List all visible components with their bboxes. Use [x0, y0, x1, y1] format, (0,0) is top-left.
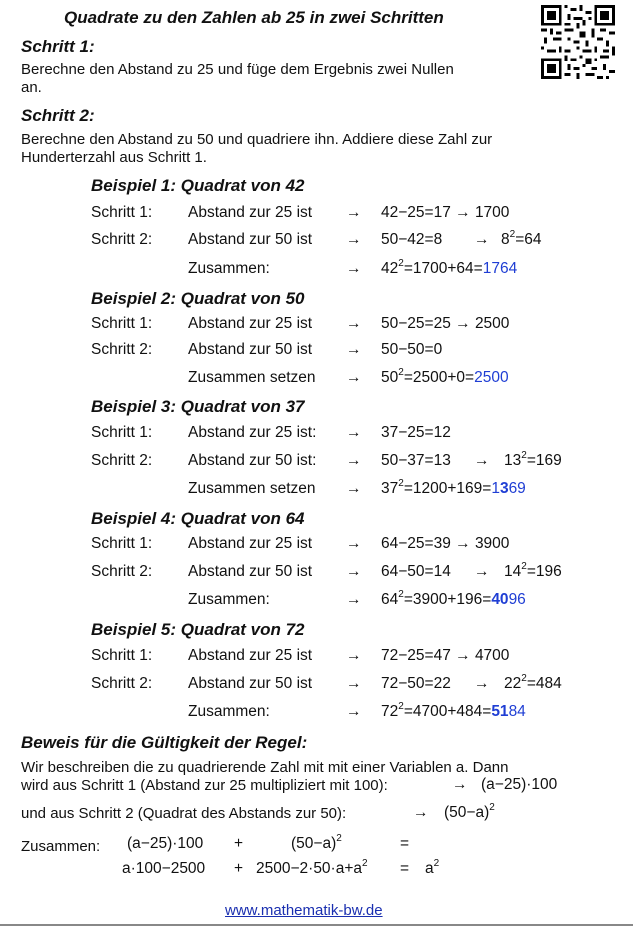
row-result: $37^2=1200+169=1369$	[381, 478, 526, 497]
row-label: Schritt 1:	[91, 315, 153, 332]
row-description: Zusammen:	[188, 260, 270, 277]
row-description: Abstand zur 50 ist	[188, 675, 313, 692]
row-calculation: 37−25=12	[381, 424, 451, 441]
row-calculation: 72−50=22	[381, 675, 451, 692]
exponent: 2	[521, 450, 527, 461]
arrow-icon: →	[452, 776, 468, 793]
row-description: Abstand zur 25 ist	[188, 647, 313, 664]
row-description: Zusammen:	[188, 703, 270, 720]
arrow-icon: →	[346, 480, 362, 497]
page-title: Quadrate zu den Zahlen ab 25 in zwei Schritten	[64, 8, 444, 27]
square-base: 22	[504, 675, 522, 692]
example-heading: Beispiel 2: Quadrat von 50	[91, 289, 305, 308]
example-row	[0, 591, 633, 613]
row-square	[504, 452, 562, 470]
arrow-icon: →	[346, 452, 362, 469]
proof-formula-step2: $(50-a)^2$	[444, 802, 495, 821]
row-label: Schritt 1:	[91, 647, 153, 664]
step1-heading: Schritt 1:	[21, 37, 95, 56]
row-result: $64^2=3900+196=4096$	[381, 589, 526, 608]
row-calculation: 72−25=47 → 4700	[381, 647, 510, 664]
example-row	[0, 563, 633, 585]
arrow-icon: →	[346, 703, 362, 720]
arrow-icon: →	[346, 424, 362, 441]
example-heading: Beispiel 1: Quadrat von 42	[91, 176, 305, 195]
step2-text-line2: Hunderterzahl aus Schritt 1.	[21, 149, 207, 166]
exponent: 2	[509, 229, 516, 240]
row-square	[504, 675, 562, 693]
row-result: $72^2=4700+484=5184$	[381, 701, 526, 720]
row-description: Abstand zur 25 ist	[188, 535, 313, 552]
arrow-icon: →	[346, 675, 362, 692]
arrow-icon: →	[474, 563, 490, 580]
example-row	[0, 424, 633, 446]
arrow-icon: →	[346, 563, 362, 580]
result-value: 1764	[482, 260, 518, 277]
exponent: 2	[521, 673, 527, 684]
row-result: $50^2=2500+0=2500$	[381, 367, 509, 386]
row-label: Schritt 1:	[91, 424, 153, 441]
plus-sign: +	[234, 860, 244, 877]
equals-sign: =	[400, 835, 410, 852]
row-description: Abstand zur 50 ist:	[188, 452, 317, 469]
row-label: Schritt 1:	[91, 204, 153, 221]
result-value: 2500	[474, 369, 509, 386]
arrow-icon: →	[474, 231, 490, 248]
example-row	[0, 452, 633, 474]
arrow-icon: →	[346, 260, 362, 277]
row-calculation: 50−37=13	[381, 452, 451, 469]
arrow-icon: →	[346, 591, 362, 608]
proof-term: a·100−2500	[122, 860, 206, 877]
arrow-icon: →	[346, 204, 362, 221]
proof-term: $a^2$	[425, 858, 440, 877]
row-label: Schritt 2:	[91, 675, 153, 692]
row-calculation: 42−25=17 → 1700	[381, 204, 510, 221]
example-row	[0, 480, 633, 502]
row-description: Zusammen:	[188, 591, 270, 608]
square-base: 8	[501, 231, 510, 248]
row-label: Schritt 2:	[91, 341, 153, 358]
proof-text-line2: wird aus Schritt 1 (Abstand zur 25 multipliziert mit 100):	[21, 777, 388, 794]
result-value: 1	[491, 480, 500, 497]
row-description: Abstand zur 25 ist	[188, 204, 313, 221]
row-label: Schritt 2:	[91, 563, 153, 580]
arrow-icon: →	[474, 452, 490, 469]
proof-zusammen-label: Zusammen:	[21, 838, 101, 855]
plus-sign: +	[234, 835, 244, 852]
example-row	[0, 535, 633, 557]
arrow-icon: →	[346, 535, 362, 552]
row-label: Schritt 2:	[91, 231, 153, 248]
row-description: Abstand zur 25 ist:	[188, 424, 317, 441]
square-result: =169	[526, 452, 562, 469]
arrow-icon: →	[474, 675, 490, 692]
example-row	[0, 315, 633, 337]
exponent: 2	[521, 561, 527, 572]
proof-heading: Beweis für die Gültigkeit der Regel:	[21, 733, 308, 752]
proof-formula-step1: (a−25)·100	[481, 776, 558, 793]
website-link[interactable]: www.mathematik-bw.de	[225, 902, 383, 919]
step1-text-line2: an.	[21, 79, 42, 96]
row-label: Schritt 1:	[91, 535, 153, 552]
row-calculation: 64−25=39 → 3900	[381, 535, 510, 552]
row-description: Abstand zur 50 ist	[188, 231, 313, 248]
square-base: 14	[504, 563, 522, 580]
example-heading: Beispiel 4: Quadrat von 64	[91, 509, 305, 528]
square-result: =196	[526, 563, 562, 580]
arrow-icon: →	[346, 341, 362, 358]
row-square	[501, 231, 541, 249]
row-calculation: 50−42=8	[381, 231, 443, 248]
proof-text-line1: Wir beschreiben die zu quadrierende Zahl mit mit einer Variablen a. Dann	[21, 759, 509, 776]
example-row	[0, 647, 633, 669]
proof-term: $(50-a)^2$	[291, 833, 342, 852]
step2-heading: Schritt 2:	[21, 106, 95, 125]
row-description: Abstand zur 50 ist	[188, 563, 313, 580]
proof-term: $2500-2\cdot 50\cdot a+a^2$	[256, 858, 368, 877]
bottom-divider	[0, 924, 633, 926]
row-calculation: 50−25=25 → 2500	[381, 315, 510, 332]
arrow-icon: →	[413, 804, 429, 821]
example-row	[0, 341, 633, 363]
row-description: Abstand zur 50 ist	[188, 341, 313, 358]
arrow-icon: →	[346, 231, 362, 248]
arrow-icon: →	[346, 369, 362, 386]
example-row	[0, 231, 633, 253]
example-row	[0, 204, 633, 226]
row-result: $42^2=1700+64=1764$	[381, 258, 518, 277]
arrow-icon: →	[346, 647, 362, 664]
row-description: Zusammen setzen	[188, 369, 316, 386]
example-row	[0, 369, 633, 391]
qr-code	[541, 5, 615, 79]
row-label: Schritt 2:	[91, 452, 153, 469]
example-row	[0, 675, 633, 697]
example-heading: Beispiel 3: Quadrat von 37	[91, 397, 305, 416]
step1-text-line1: Berechne den Abstand zu 25 und füge dem Ergebnis zwei Nullen	[21, 61, 454, 78]
step2-text-line1: Berechne den Abstand zu 50 und quadriere ihn. Addiere diese Zahl zur	[21, 131, 493, 148]
row-calculation: 64−50=14	[381, 563, 451, 580]
example-heading: Beispiel 5: Quadrat von 72	[91, 620, 305, 639]
row-description: Abstand zur 25 ist	[188, 315, 313, 332]
proof-text-line3: und aus Schritt 2 (Quadrat des Abstands zur 50):	[21, 805, 347, 822]
arrow-icon: →	[346, 315, 362, 332]
square-result: =484	[526, 675, 562, 692]
row-description: Zusammen setzen	[188, 480, 316, 497]
square-result: =64	[515, 231, 542, 248]
row-square	[504, 563, 562, 581]
equals-sign: =	[400, 860, 410, 877]
example-row	[0, 260, 633, 282]
row-calculation: 50−50=0	[381, 341, 443, 358]
proof-term: (a−25)·100	[127, 835, 204, 852]
example-row	[0, 703, 633, 725]
square-base: 13	[504, 452, 522, 469]
